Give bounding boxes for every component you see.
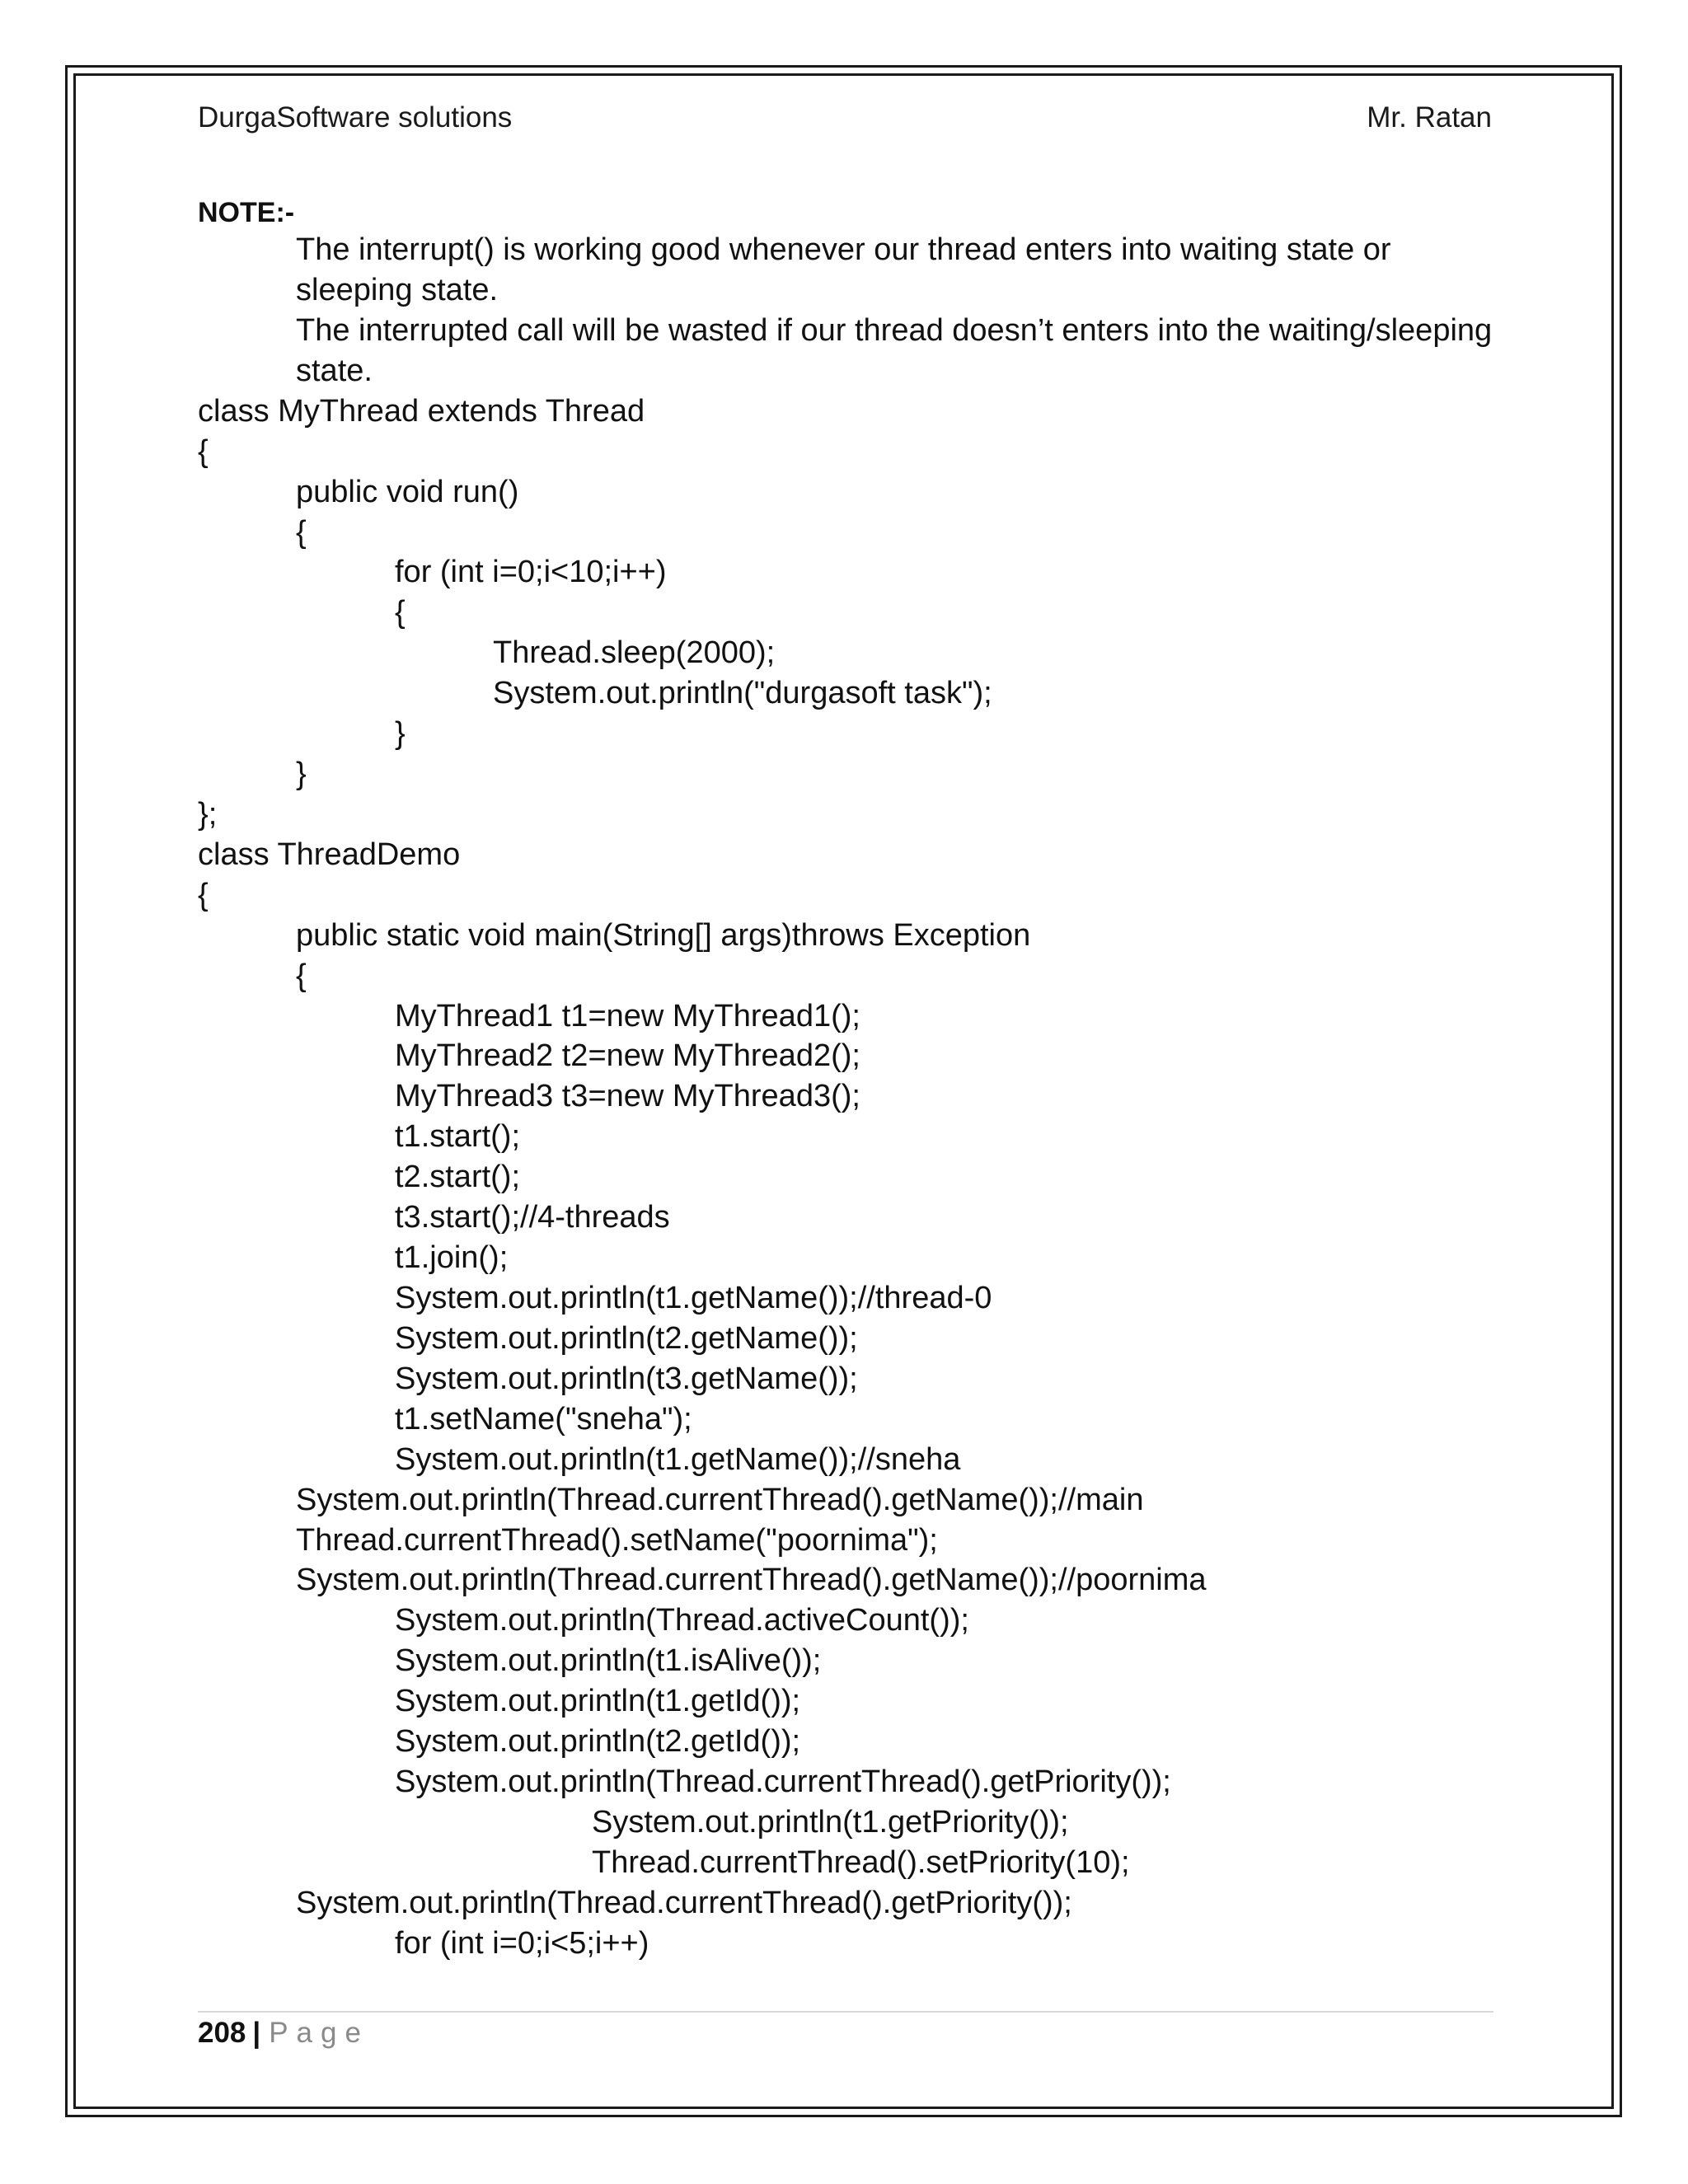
page-label: Page xyxy=(269,2017,369,2049)
code-line: { xyxy=(296,515,307,550)
code-line: for (int i=0;i<10;i++) xyxy=(395,555,667,589)
code-line: System.out.println(t1.getName());//sneha xyxy=(395,1442,961,1477)
code-line: public void run() xyxy=(296,475,519,509)
code-line: System.out.println(Thread.currentThread().getPriority()); xyxy=(395,1765,1171,1799)
code-line: t2.start(); xyxy=(395,1160,521,1194)
code-line: System.out.println(Thread.currentThread().getPriority()); xyxy=(296,1886,1072,1920)
code-line: { xyxy=(395,595,406,630)
code-line: System.out.println(t3.getName()); xyxy=(395,1361,858,1396)
code-line: { xyxy=(198,878,209,912)
note-line: sleeping state. xyxy=(296,273,499,307)
code-line: System.out.println(t2.getName()); xyxy=(395,1321,858,1356)
code-line: }; xyxy=(198,797,218,832)
note-line: The interrupt() is working good whenever our thread enters into waiting state or xyxy=(296,232,1391,267)
code-line: System.out.println("durgasoft task"); xyxy=(493,676,992,710)
code-line: t1.setName("sneha"); xyxy=(395,1402,692,1436)
code-line: for (int i=0;i<5;i++) xyxy=(395,1926,649,1961)
code-line: System.out.println(t1.getPriority()); xyxy=(592,1805,1069,1840)
code-line: System.out.println(t1.getId()); xyxy=(395,1684,801,1718)
code-line: } xyxy=(296,757,307,791)
code-line: System.out.println(t1.getName());//thread-0 xyxy=(395,1281,992,1315)
code-line: System.out.println(t1.isAlive()); xyxy=(395,1643,822,1678)
code-line: { xyxy=(296,958,307,993)
footer-separator: | xyxy=(252,2017,261,2049)
code-line: MyThread2 t2=new MyThread2(); xyxy=(395,1038,860,1073)
code-line: System.out.println(Thread.currentThread().getName());//main xyxy=(296,1483,1144,1517)
code-line: class MyThread extends Thread xyxy=(198,394,645,429)
code-line: Thread.sleep(2000); xyxy=(493,635,776,670)
code-line: MyThread3 t3=new MyThread3(); xyxy=(395,1079,860,1113)
note-line: state. xyxy=(296,354,373,388)
note-label: NOTE:- xyxy=(198,197,295,228)
code-line: t1.start(); xyxy=(395,1119,521,1154)
code-line: MyThread1 t1=new MyThread1(); xyxy=(395,999,860,1033)
page-footer xyxy=(198,2013,369,2054)
header-author: Mr. Ratan xyxy=(1367,101,1492,134)
code-line: t3.start();//4-threads xyxy=(395,1200,670,1235)
header-company: DurgaSoftware solutions xyxy=(198,101,513,134)
code-line: Thread.currentThread().setPriority(10); xyxy=(592,1845,1130,1880)
code-line: t1.join(); xyxy=(395,1240,509,1275)
page-number: 208 xyxy=(198,2017,246,2049)
code-line: } xyxy=(395,716,406,751)
code-line: public static void main(String[] args)throws Exception xyxy=(296,918,1031,953)
code-line: System.out.println(t2.getId()); xyxy=(395,1724,801,1759)
footer-divider xyxy=(198,2011,1493,2013)
code-line: Thread.currentThread().setName("poornima"); xyxy=(296,1523,938,1558)
code-line: { xyxy=(198,434,209,469)
code-line: class ThreadDemo xyxy=(198,837,461,872)
note-line: The interrupted call will be wasted if our thread doesn’t enters into the waiting/sleeping xyxy=(296,313,1493,348)
code-line: System.out.println(Thread.activeCount()); xyxy=(395,1603,969,1638)
code-line: System.out.println(Thread.currentThread().getName());//poornima xyxy=(296,1563,1207,1597)
